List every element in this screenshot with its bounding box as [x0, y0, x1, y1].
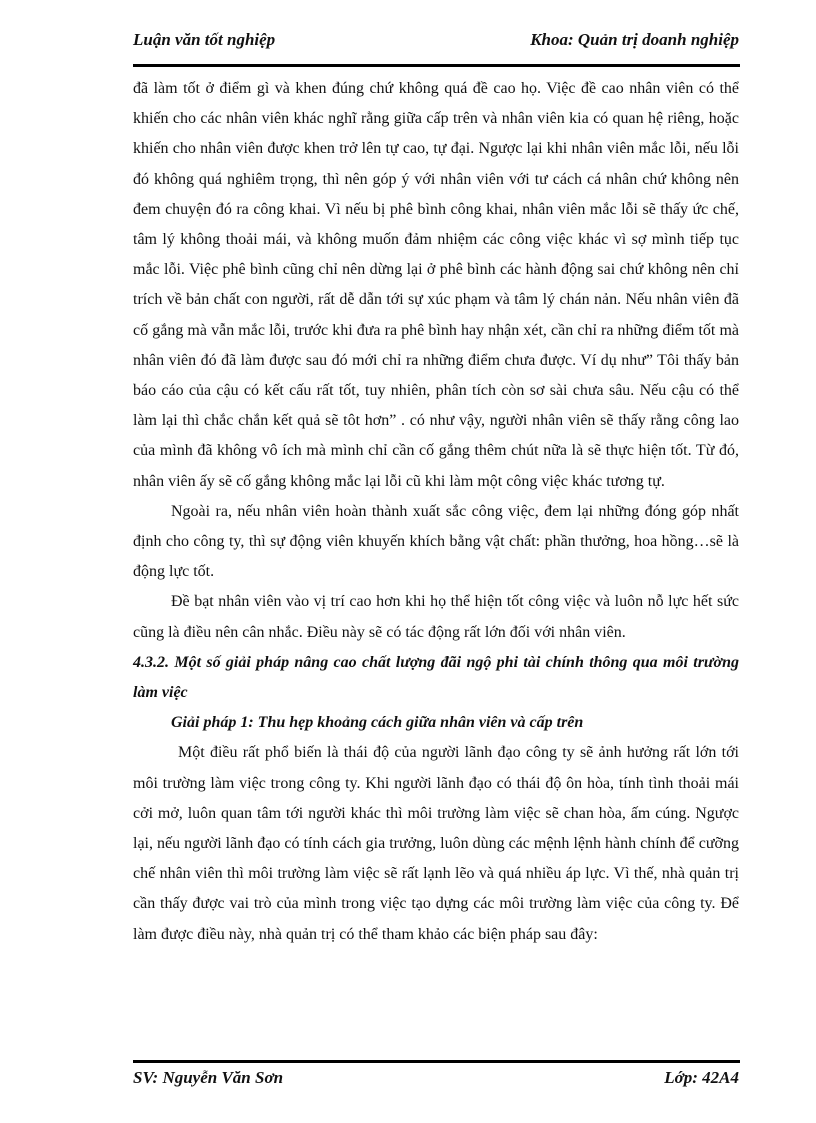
section-heading: 4.3.2. Một số giải pháp nâng cao chất lượng đãi ngộ phi tài chính thông qua môi trường làm việc	[133, 653, 739, 702]
footer-class: Lớp: 42A4	[664, 1068, 739, 1087]
page-body	[133, 74, 739, 950]
body-paragraph: Một điều rất phổ biến là thái độ của người lãnh đạo công ty sẽ ảnh hưởng rất lớn tới môi trường làm việc trong công ty. Khi người lãnh đạo có thái độ ôn hòa, tính tình thoải mái cởi mở, luôn quan tâm tới người khác thì môi trường làm việc sẽ chan hòa, ấm cúng. Ngược lại, nếu người lãnh đạo có tính cách gia trưởng, luôn dùng các mệnh lệnh hành chính để cưỡng chế nhân viên thì môi trường làm việc sẽ rất lạnh lẽo và quá nhiều áp lực. Vì thế, nhà quản trị cần thấy được vai trò của mình trong việc tạo dựng các môi trường làm việc của công ty. Để làm được điều này, nhà quản trị có thể tham khảo các biện pháp sau đây:	[133, 744, 739, 943]
solution-heading: Giải pháp 1: Thu hẹp khoảng cách giữa nhân viên và cấp trên	[171, 714, 584, 732]
header-divider	[133, 64, 740, 67]
footer-divider	[133, 1060, 740, 1063]
header-thesis-title: Luận văn tốt nghiệp	[133, 30, 276, 49]
page-footer	[133, 1068, 739, 1096]
body-paragraph: Đề bạt nhân viên vào vị trí cao hơn khi họ thể hiện tốt công việc và luôn nỗ lực hết sức cũng là điều nên cân nhắc. Điều này sẽ có tác động rất lớn đối với nhân viên.	[133, 593, 739, 641]
footer-student-name: SV: Nguyễn Văn Sơn	[133, 1068, 284, 1087]
body-paragraph: đã làm tốt ở điểm gì và khen đúng chứ không quá đề cao họ. Việc đề cao nhân viên có thể khiến cho các nhân viên khác nghĩ rằng giữa cấp trên và nhân viên kia có quan hệ riêng, hoặc khiến cho nhân viên được khen trở lên tự cao, tự đại. Ngược lại khi nhân viên mắc lỗi, nếu lỗi đó không quá nghiêm trọng, thì nên góp ý với nhân viên với tư cách cá nhân chứ không nên đem chuyện đó ra công khai. Vì nếu bị phê bình công khai, nhân viên mắc lỗi sẽ thấy ức chế, tâm lý không thoải mái, và không muốn đảm nhiệm các công việc khác vì sợ mình tiếp tục mắc lỗi. Việc phê bình cũng chỉ nên dừng lại ở phê bình các hành động sai chứ không nên chỉ trích về bản chất con người, rất dễ dẫn tới sự xúc phạm và tâm lý chán nản. Nếu nhân viên đã cố gắng mà vẫn mắc lỗi, trước khi đưa ra phê bình hay nhận xét, cần chỉ ra những điểm tốt mà nhân viên đó đã làm được sau đó mới chỉ ra những điểm chưa được. Ví dụ như” Tôi thấy bản báo cáo của cậu có kết cấu rất tốt, tuy nhiên, phân tích còn sơ sài chưa sâu. Nếu cậu có thể làm lại thì chắc chắn kết quả sẽ tôt hơn” . có như vậy, người nhân viên sẽ thấy rằng công lao của mình đã không vô ích mà mình chỉ cần cố gắng thêm chút nữa là sẽ thực hiện tốt. Từ đó, nhân viên ấy sẽ cố gắng không mắc lại lỗi cũ khi làm một công việc khác tương tự.	[133, 80, 739, 490]
header-faculty: Khoa: Quản trị doanh nghiệp	[530, 30, 739, 49]
body-paragraph: Ngoài ra, nếu nhân viên hoàn thành xuất sắc công việc, đem lại những đóng góp nhất định cho công ty, thì sự động viên khuyến khích bằng vật chất: phần thưởng, hoa hồng…sẽ là động lực tốt.	[133, 502, 739, 581]
page-header	[133, 30, 739, 58]
